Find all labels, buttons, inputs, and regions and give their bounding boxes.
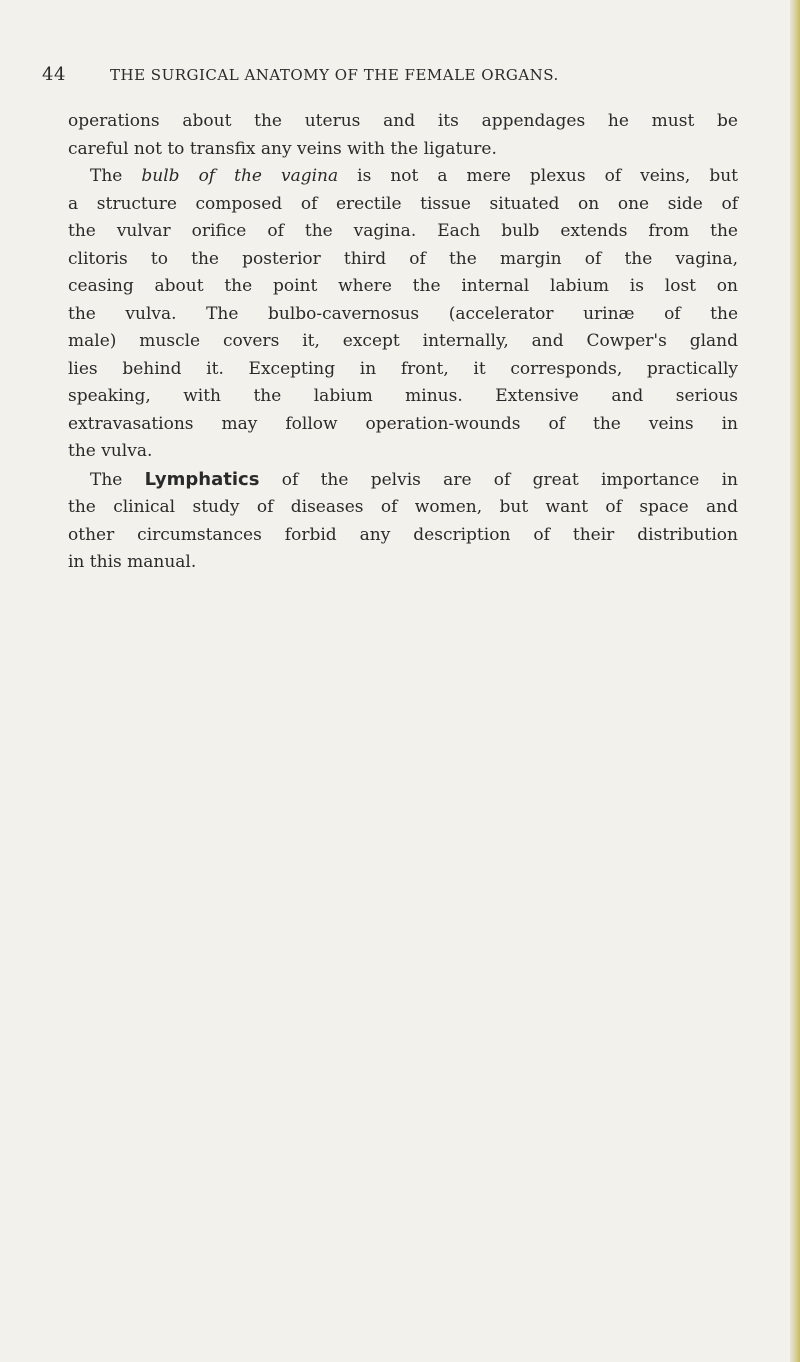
text-line: the clinical study of diseases of women, but want of space and bbox=[68, 497, 738, 517]
text-line: other circumstances forbid any description of their distribution bbox=[68, 524, 738, 545]
paragraph-lead: The bbox=[90, 469, 123, 490]
line-rest: is not a mere plexus of veins, but bbox=[357, 166, 739, 186]
text-line: the vulva. The bulbo-cavernosus (accelerator urinæ of the bbox=[68, 303, 738, 324]
text-line bbox=[68, 163, 738, 191]
paragraph-2 bbox=[68, 163, 738, 466]
text-line: ceasing about the point where the internal labium is lost on bbox=[68, 276, 738, 296]
text-line: the vulva. bbox=[68, 441, 153, 461]
text-line: speaking, with the labium minus. Extensive and serious bbox=[68, 386, 738, 406]
text-line bbox=[68, 466, 738, 495]
text-line: clitoris to the posterior third of the margin of the vagina, bbox=[68, 248, 738, 269]
page-edge bbox=[790, 0, 800, 1362]
paragraph-lead: The bbox=[90, 166, 123, 186]
bold-term: Lymphatics bbox=[144, 468, 260, 490]
running-title: THE SURGICAL ANATOMY OF THE FEMALE ORGANS. bbox=[110, 66, 559, 84]
text-line: male) muscle covers it, except internally, and Cowper's gland bbox=[68, 331, 738, 351]
body-text bbox=[68, 108, 738, 577]
text-line: careful not to transfix any veins with the ligature. bbox=[68, 138, 497, 159]
text-line: operations about the uterus and its appendages he must be bbox=[68, 111, 738, 131]
text-line: extravasations may follow operation-wounds of the veins in bbox=[68, 413, 738, 434]
paragraph-1 bbox=[68, 108, 738, 163]
text-line: in this manual. bbox=[68, 552, 197, 572]
line-rest: of the pelvis are of great importance in bbox=[281, 469, 738, 490]
text-line: the vulvar orifice of the vagina. Each bulb extends from the bbox=[68, 221, 738, 241]
page-number: 44 bbox=[42, 64, 66, 85]
paragraph-3 bbox=[68, 466, 738, 577]
text-line: lies behind it. Excepting in front, it corresponds, practically bbox=[68, 358, 738, 379]
italic-term: bulb of the vagina bbox=[141, 166, 339, 186]
text-line: a structure composed of erectile tissue situated on one side of bbox=[68, 193, 738, 214]
